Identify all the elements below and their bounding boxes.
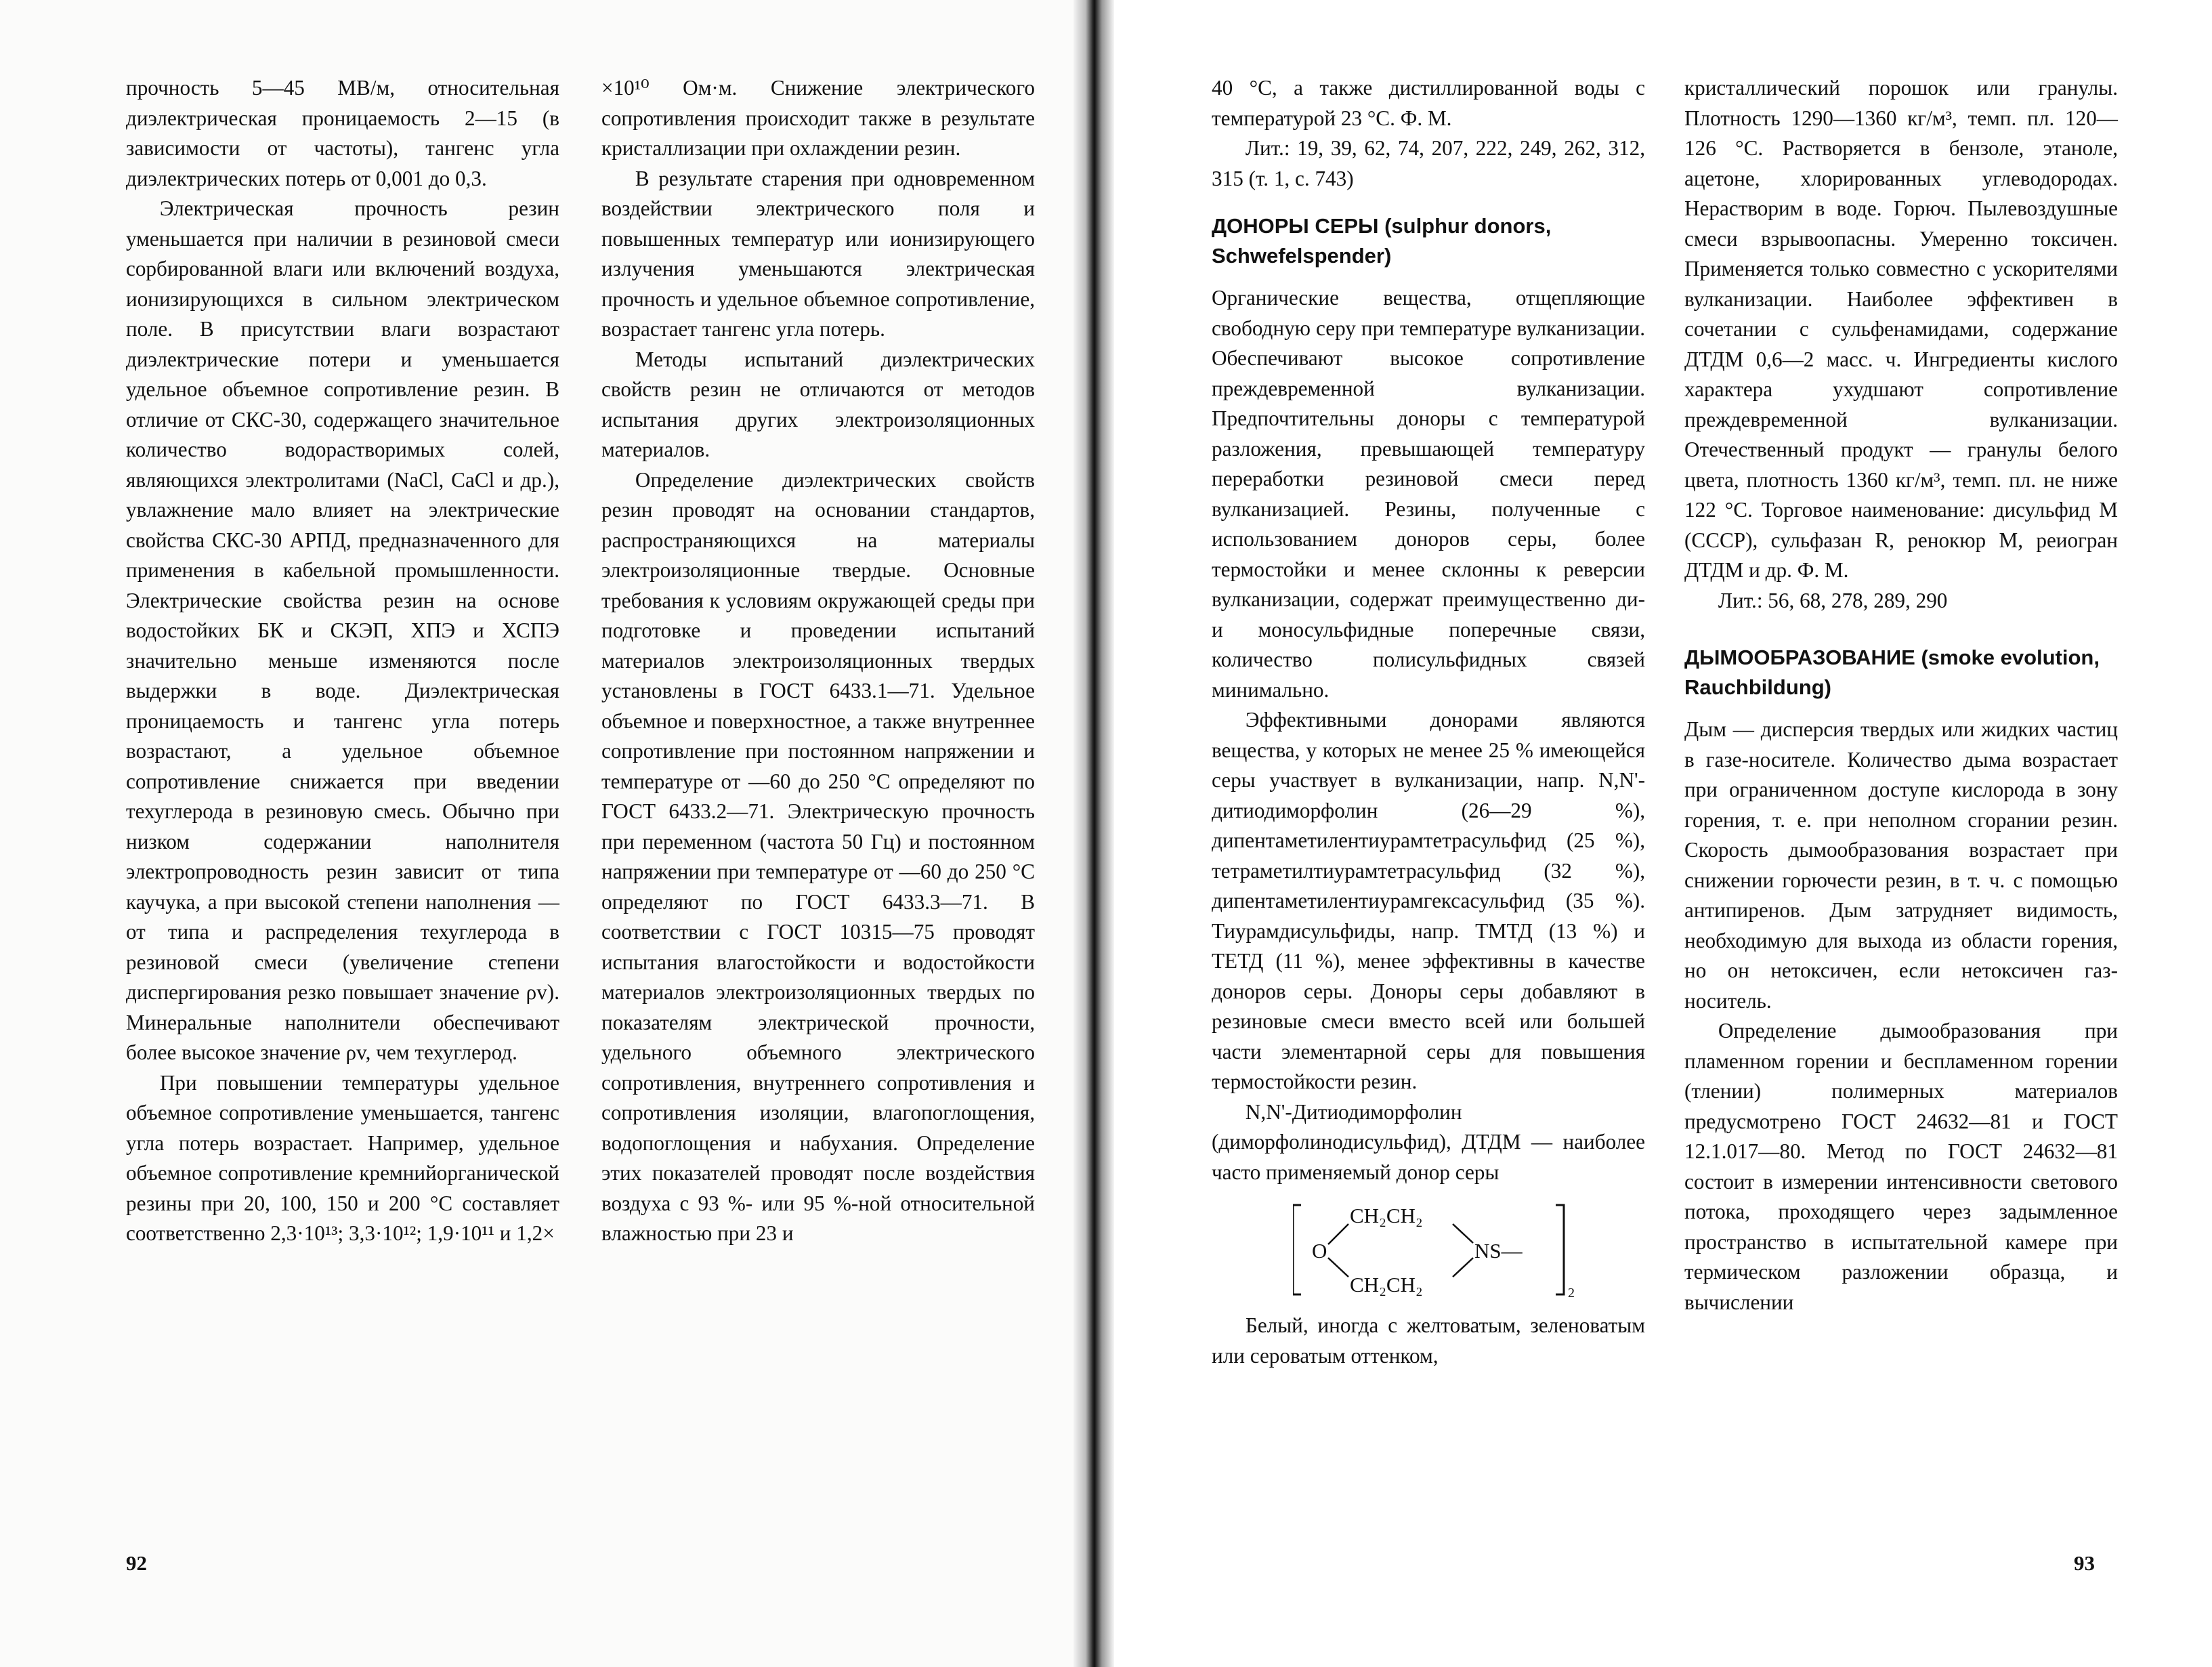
entry-title	[1684, 643, 2118, 702]
entry-title-foreign: (sulphur donors, Schwefelspender)	[1212, 214, 1552, 268]
paragraph: В результате старения при одновременном воздействии электрического поля и повышенных температур или ионизирующего излучения уменьшаются электрическая прочность и удельное объемное сопротивление, возрастает тангенс угла потерь.	[601, 166, 1035, 341]
right-column-1	[1212, 73, 1645, 1371]
paragraph: Методы испытаний диэлектрических свойств резин не отличаются от методов испытания других электроизоляционных материалов.	[601, 347, 1035, 461]
page-number-left: 92	[126, 1551, 147, 1575]
entry-title-text: ДЫМООБРАЗОВАНИЕ	[1684, 646, 1915, 669]
entry-title	[1212, 211, 1645, 271]
paragraph: Белый, иногда с желтоватым, зеленоватым или сероватым оттенком,	[1212, 1313, 1645, 1368]
literature-ref: Лит.: 19, 39, 62, 74, 207, 222, 249, 262, 312, 315 (т. 1, с. 743)	[1212, 136, 1645, 190]
page-number-right: 93	[2074, 1551, 2095, 1575]
formula-top-group: CH₂CH₂	[1350, 1204, 1423, 1227]
right-column-2	[1684, 73, 2118, 1317]
chemical-formula	[1293, 1200, 1645, 1301]
literature-ref: Лит.: 56, 68, 278, 289, 290	[1718, 588, 1948, 612]
paragraph: Дым — дисперсия твердых или жидких частиц в газе-носителе. Количество дыма возрастает при ограниченном доступе кислорода в зону горения, т. е. при неполном сгорании резин. Скорость дымообразования возрастает при снижении горючести резин, в т. ч. с помощью антипиренов. Дым затрудняет видимость, необходимую для выхода из области горения, но он нетоксичен, если нетоксичен газ-носитель.	[1684, 717, 2118, 1013]
paragraph: Эффективными донорами являются вещества, у которых не менее 25 % имеющейся серы участвует в вулканизации, напр. N,N'-дитиодиморфолин (26—29 %), дипентаметилентиурамтетрасульфид (25 %), тетраметилтиурамтетрасульфид (32 %), дипентаметилентиурамгексасульфид (35 %). Тиурамдисульфиды, напр. ТМТД (13 %) и ТЕТД (11 %), менее эффективны в качестве доноров серы. Доноры серы добавляют в резиновые смеси вместо всей или большей части элементарной серы для повышения термостойкости резин.	[1212, 708, 1645, 1093]
formula-brackets	[1293, 1200, 1577, 1301]
entry-title-foreign: (smoke evolution, Rauchbildung)	[1684, 646, 2100, 699]
paragraph: При повышении температуры удельное объемное сопротивление уменьшается, тангенс угла потерь возрастает. Например, удельное объемное сопротивление кремнийорганической резины при 20, 100, 150 и 200 °С составляет соответственно 2,3·10¹³; 3,3·10¹²; 1,9·10¹¹ и 1,2×	[126, 1070, 559, 1245]
paragraph: N,N'-Дитиодиморфолин (диморфолинодисульфид), ДТДМ — наиболее часто применяемый донор серы	[1212, 1099, 1645, 1184]
formula-ns: NS—	[1474, 1239, 1523, 1263]
paragraph: 40 °С, а также дистиллированной воды с температурой 23 °С. Ф. М.	[1212, 76, 1645, 130]
paragraph: кристаллический порошок или гранулы. Плотность 1290—1360 кг/м³, темп. пл. 120—126 °С. Растворяется в бензоле, этаноле, ацетоне, хлорированных углеводородах. Нерастворим в воде. Горюч. Пылевоздушные смеси взрывоопасны. Умеренно токсичен. Применяется только совместно с ускорителями вулканизации. Наиболее эффективен в сочетании с сульфенамидами, содержание ДТДМ 0,6—2 масс. ч. Ингредиенты кислого характера ухудшают сопротивление преждевременной вулканизации. Отечественный продукт — гранулы белого цвета, плотность 1360 кг/м³, темп. пл. не ниже 122 °С. Торговое наименование: дисульфид М (СССР), сульфазан R, ренокюр М, реиогран ДТДМ и др. Ф. М.	[1684, 76, 2118, 582]
entry-title-text: ДОНОРЫ СЕРЫ	[1212, 214, 1379, 238]
formula-oxygen: O	[1312, 1239, 1327, 1263]
paragraph: Определение диэлектрических свойств резин проводят на основании стандартов, распространяющихся на материалы электроизоляционные твердые. Основные требования к условиям окружающей среды при подготовке и проведении испытаний материалов электроизоляционных твердых установлены в ГОСТ 6433.1—71. Удельное объемное и поверхностное, а также внутреннее сопротивление при постоянном напряжении и температуре от —60 до 250 °С определяют по ГОСТ 6433.2—71. Электрическую прочность при переменном (частота 50 Гц) и постоянном напряжении при температуре от —60 до 250 °С определяют по ГОСТ 6433.3—71. В соответствии с ГОСТ 10315—75 проводят испытания влагостойкости и водостойкости материалов электроизоляционных твердых по показателям электрической прочности, удельного объемного электрического сопротивления, внутреннего сопротивления и сопротивления изоляции, влагопоглощения, водопоглощения и набухания. Определение этих показателей проводят после воздействия воздуха с 93 %- или 95 %-ной относительной влажностью при 23 и	[601, 467, 1035, 1245]
paragraph: Органические вещества, отщепляющие свободную серу при температуре вулканизации. Обеспечивают высокое сопротивление преждевременной вулканизации. Предпочтительны доноры с температурой разложения, превышающей температуру переработки резиновой смеси перед вулканизацией. Резины, полученные с использованием доноров серы, более термостойки и менее склонны к реверсии вулканизации, содержат преимущественно ди- и моносульфидные поперечные связи, количество полисульфидных связей минимально.	[1212, 286, 1645, 702]
paragraph: Определение дымообразования при пламенном горении и беспламенном горении (тлении) полимерных материалов предусмотрено ГОСТ 24632—81 и ГОСТ 12.1.017—80. Метод по ГОСТ 24632—81 состоит в измерении интенсивности светового потока, проходящего через задымленное пространство в испытательной камере при термическом разложении образца, и вычислении	[1684, 1019, 2118, 1314]
formula-subscript: 2	[1568, 1286, 1575, 1301]
formula-bottom-group: CH₂CH₂	[1350, 1273, 1423, 1296]
paragraph: Электрическая прочность резин уменьшается при наличии в резиновой смеси сорбированной влаги или включений воздуха, ионизирующихся в сильном электрическом поле. В присутствии влаги возрастают диэлектрические потери и уменьшается удельное объемное сопротивление резин. В отличие от СКС-30, содержащего значительное количество водорастворимых солей, являющихся электролитами (NaCl, CaCl и др.), увлажнение мало влияет на электрические свойства СКС-30 АРПД, предназначенного для применения в кабельной промышленности. Электрические свойства резин на основе водостойких БК и СКЭП, ХПЭ и ХСПЭ значительно меньше изменяются после выдержки в воде. Диэлектрическая проницаемость и тангенс угла потерь возрастают, а удельное объемное сопротивление снижается при введении техуглерода в резиновую смесь. Обычно при низком содержании наполнителя электропроводность резин зависит от типа каучука, а при высокой степени наполнения — от типа и распределения техуглерода в резиновой смеси (увеличение степени диспергирования резко повышает значение ρv). Минеральные наполнители обеспечивают более высокое значение ρv, чем техуглерод.	[126, 196, 559, 1064]
paragraph: ×10¹⁰ Ом·м. Снижение электрического сопротивления происходит также в результате кристаллизации при охлаждении резин.	[601, 76, 1035, 160]
paragraph: прочность 5—45 МВ/м, относительная диэлектрическая проницаемость 2—15 (в зависимости от частоты), тангенс угла диэлектрических потерь от 0,001 до 0,3.	[126, 76, 559, 190]
